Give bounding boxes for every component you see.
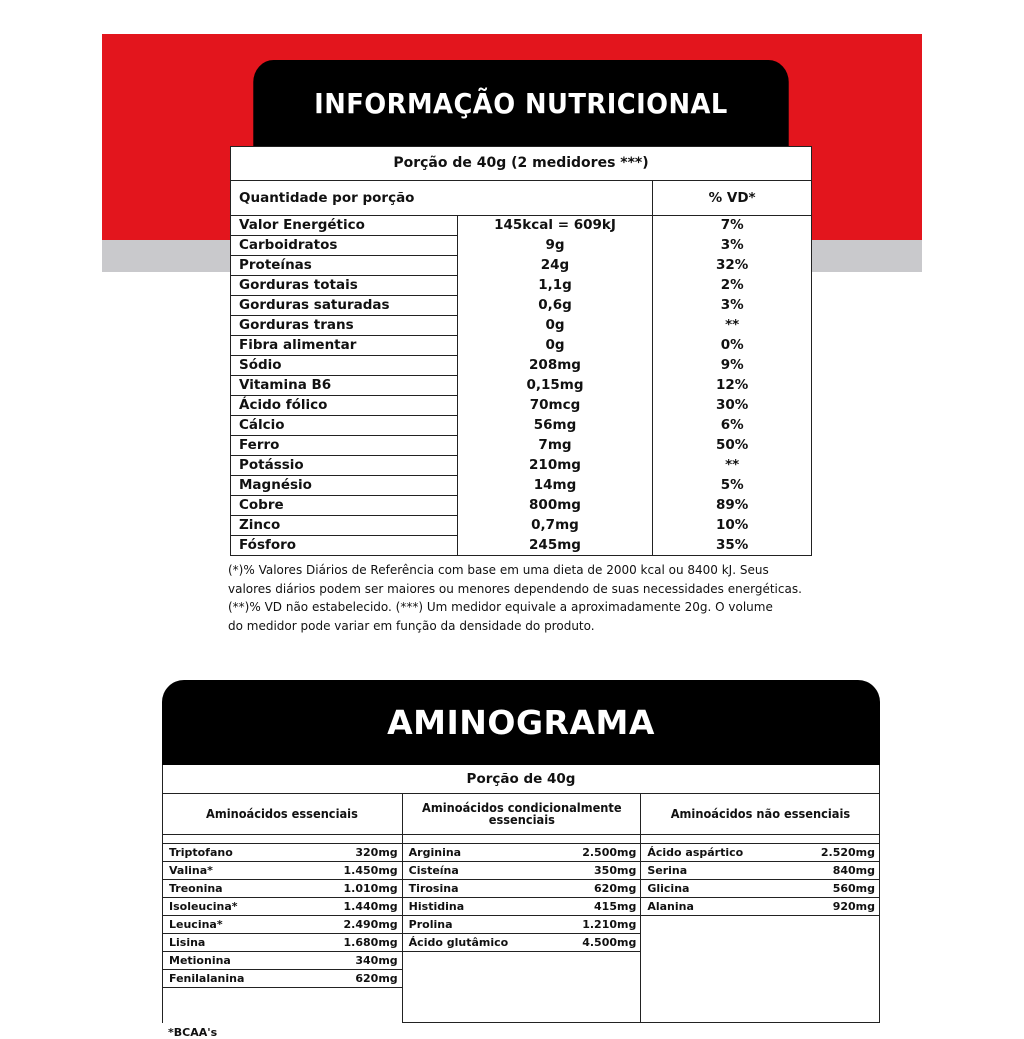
footnote-line: valores diários podem ser maiores ou menores dependendo de suas necessidades energéticas. <box>228 581 802 596</box>
amino-name: Ácido glutâmico <box>408 936 509 949</box>
amino-name: Arginina <box>408 846 462 859</box>
nutrient-amount: 1,1g <box>457 276 653 296</box>
spacer-row <box>403 835 641 844</box>
amino-column-header: Aminoácidos essenciais <box>206 807 359 821</box>
nutrient-vd: 7% <box>653 216 812 236</box>
amino-row <box>403 916 641 934</box>
nutrient-amount: 0g <box>457 336 653 356</box>
amino-name: Prolina <box>408 918 453 931</box>
nutrient-amount: 145kcal = 609kJ <box>457 216 653 236</box>
amino-value: 2.490mg <box>343 918 398 931</box>
nutrition-row <box>231 476 812 496</box>
nutrient-name: Potássio <box>231 456 458 476</box>
nutrition-row <box>231 496 812 516</box>
nutrient-name: Vitamina B6 <box>231 376 458 396</box>
nutrient-amount: 0,7mg <box>457 516 653 536</box>
footnote-line: (*)% Valores Diários de Referência com base em uma dieta de 2000 kcal ou 8400 kJ. Seus <box>228 563 769 577</box>
nutrient-name: Sódio <box>231 356 458 376</box>
amino-row <box>163 952 402 970</box>
nutrient-name: Magnésio <box>231 476 458 496</box>
amino-value: 1.450mg <box>343 864 398 877</box>
amino-name: Metionina <box>169 954 231 967</box>
nutrient-name: Valor Energético <box>231 216 458 236</box>
aminogram-grid <box>162 794 880 1023</box>
nutrition-row <box>231 536 812 556</box>
nutrient-vd: 5% <box>653 476 812 496</box>
nutrition-row <box>231 276 812 296</box>
amino-value: 2.500mg <box>582 846 637 859</box>
amino-value: 415mg <box>594 900 637 913</box>
nutrition-row <box>231 336 812 356</box>
nutrient-name: Ácido fólico <box>231 396 458 416</box>
nutrient-vd: 50% <box>653 436 812 456</box>
amino-name: Tirosina <box>408 882 459 895</box>
nutrient-name: Gorduras saturadas <box>231 296 458 316</box>
nutrient-vd: 2% <box>653 276 812 296</box>
nutrition-footnotes <box>228 561 828 635</box>
amino-value: 1.680mg <box>343 936 398 949</box>
amino-row <box>641 862 879 880</box>
nutrient-amount: 9g <box>457 236 653 256</box>
amino-row <box>403 898 641 916</box>
nutrient-amount: 0,6g <box>457 296 653 316</box>
vd-header: % VD* <box>653 181 812 216</box>
nutrient-amount: 14mg <box>457 476 653 496</box>
amino-name: Histidina <box>408 900 465 913</box>
nutrition-row <box>231 376 812 396</box>
nutrition-row <box>231 216 812 236</box>
amino-row <box>163 898 402 916</box>
nutrient-vd: 10% <box>653 516 812 536</box>
amino-column-nonessential <box>641 794 880 1023</box>
amino-value: 620mg <box>594 882 637 895</box>
amino-name: Leucina* <box>169 918 223 931</box>
nutrient-vd: 89% <box>653 496 812 516</box>
amino-name: Alanina <box>647 900 694 913</box>
aminogram-portion: Porção de 40g <box>162 765 880 794</box>
amino-list <box>163 844 402 988</box>
nutrition-portion-row <box>231 147 812 181</box>
amino-row <box>163 916 402 934</box>
amino-row <box>641 844 879 862</box>
amino-row <box>163 970 402 988</box>
nutrient-vd: 9% <box>653 356 812 376</box>
nutrient-vd: 30% <box>653 396 812 416</box>
amino-row <box>163 862 402 880</box>
nutrition-row <box>231 396 812 416</box>
nutrient-name: Cobre <box>231 496 458 516</box>
amino-row <box>403 934 641 952</box>
amino-row <box>641 898 879 916</box>
amino-row <box>163 880 402 898</box>
nutrition-panel <box>230 60 812 635</box>
amino-name: Fenilalanina <box>169 972 245 985</box>
nutrient-amount: 56mg <box>457 416 653 436</box>
nutrition-row <box>231 296 812 316</box>
nutrient-amount: 24g <box>457 256 653 276</box>
nutrient-vd: 32% <box>653 256 812 276</box>
nutrient-name: Gorduras totais <box>231 276 458 296</box>
aminogram-panel <box>162 680 880 1039</box>
amino-row <box>641 880 879 898</box>
amino-value: 620mg <box>355 972 398 985</box>
nutrition-header-row <box>231 181 812 216</box>
nutrient-vd: ** <box>653 316 812 336</box>
amino-value: 320mg <box>355 846 398 859</box>
amino-value: 4.500mg <box>582 936 637 949</box>
nutrient-name: Gorduras trans <box>231 316 458 336</box>
nutrient-name: Proteínas <box>231 256 458 276</box>
amino-column-essential <box>163 794 403 1023</box>
amino-name: Serina <box>647 864 688 877</box>
amino-list <box>641 844 879 916</box>
footnote-line: (**)% VD não estabelecido. (***) Um medidor equivale a aproximadamente 20g. O volume <box>228 600 773 614</box>
nutrient-name: Carboidratos <box>231 236 458 256</box>
nutrient-name: Cálcio <box>231 416 458 436</box>
amino-name: Lisina <box>169 936 206 949</box>
spacer-row <box>163 835 402 844</box>
amino-value: 340mg <box>355 954 398 967</box>
amino-list <box>403 844 641 952</box>
nutrient-name: Zinco <box>231 516 458 536</box>
amino-value: 1.440mg <box>343 900 398 913</box>
nutrition-row <box>231 356 812 376</box>
nutrient-amount: 0,15mg <box>457 376 653 396</box>
amino-row <box>403 862 641 880</box>
nutrition-portion: Porção de 40g (2 medidores ***) <box>231 147 812 181</box>
nutrient-amount: 7mg <box>457 436 653 456</box>
nutrition-row <box>231 236 812 256</box>
nutrient-name: Ferro <box>231 436 458 456</box>
amino-value: 2.520mg <box>820 846 876 859</box>
nutrition-title: INFORMAÇÃO NUTRICIONAL <box>253 60 788 146</box>
amino-column-conditional <box>403 794 642 1023</box>
nutrient-vd: 0% <box>653 336 812 356</box>
amino-column-header: Aminoácidos condicionalmente essenciais <box>421 801 622 827</box>
qty-header: Quantidade por porção <box>231 181 653 216</box>
nutrient-amount: 70mcg <box>457 396 653 416</box>
nutrient-name: Fósforo <box>231 536 458 556</box>
amino-name: Triptofano <box>169 846 233 859</box>
aminogram-title: AMINOGRAMA <box>162 680 880 765</box>
nutrient-vd: 35% <box>653 536 812 556</box>
footnote-line: do medidor pode variar em função da densidade do produto. <box>228 618 595 633</box>
nutrition-row <box>231 256 812 276</box>
nutrition-row <box>231 316 812 336</box>
nutrient-amount: 210mg <box>457 456 653 476</box>
amino-row <box>163 844 402 862</box>
nutrition-row <box>231 416 812 436</box>
amino-name: Ácido aspártico <box>647 846 744 859</box>
nutrient-vd: 3% <box>653 296 812 316</box>
nutrition-row <box>231 456 812 476</box>
amino-row <box>403 880 641 898</box>
amino-name: Glicina <box>647 882 690 895</box>
amino-value: 560mg <box>832 882 876 895</box>
nutrient-vd: 6% <box>653 416 812 436</box>
nutrient-vd: 12% <box>653 376 812 396</box>
amino-name: Treonina <box>169 882 223 895</box>
amino-value: 1.010mg <box>343 882 398 895</box>
nutrient-vd: 3% <box>653 236 812 256</box>
amino-name: Valina* <box>169 864 213 877</box>
nutrient-name: Fibra alimentar <box>231 336 458 356</box>
nutrient-amount: 800mg <box>457 496 653 516</box>
nutrient-amount: 0g <box>457 316 653 336</box>
nutrient-vd: ** <box>653 456 812 476</box>
amino-name: Cisteína <box>408 864 459 877</box>
nutrition-row <box>231 516 812 536</box>
nutrition-table <box>230 146 812 556</box>
amino-value: 1.210mg <box>582 918 637 931</box>
spacer-row <box>641 835 879 844</box>
amino-column-header: Aminoácidos não essenciais <box>670 807 850 821</box>
amino-value: 840mg <box>832 864 876 877</box>
amino-value: 350mg <box>594 864 637 877</box>
amino-value: 920mg <box>832 900 876 913</box>
nutrition-row <box>231 436 812 456</box>
amino-name: Isoleucina* <box>169 900 238 913</box>
amino-row <box>403 844 641 862</box>
nutrient-amount: 208mg <box>457 356 653 376</box>
bcaa-footnote: *BCAA's <box>168 1026 218 1039</box>
amino-row <box>163 934 402 952</box>
nutrient-amount: 245mg <box>457 536 653 556</box>
